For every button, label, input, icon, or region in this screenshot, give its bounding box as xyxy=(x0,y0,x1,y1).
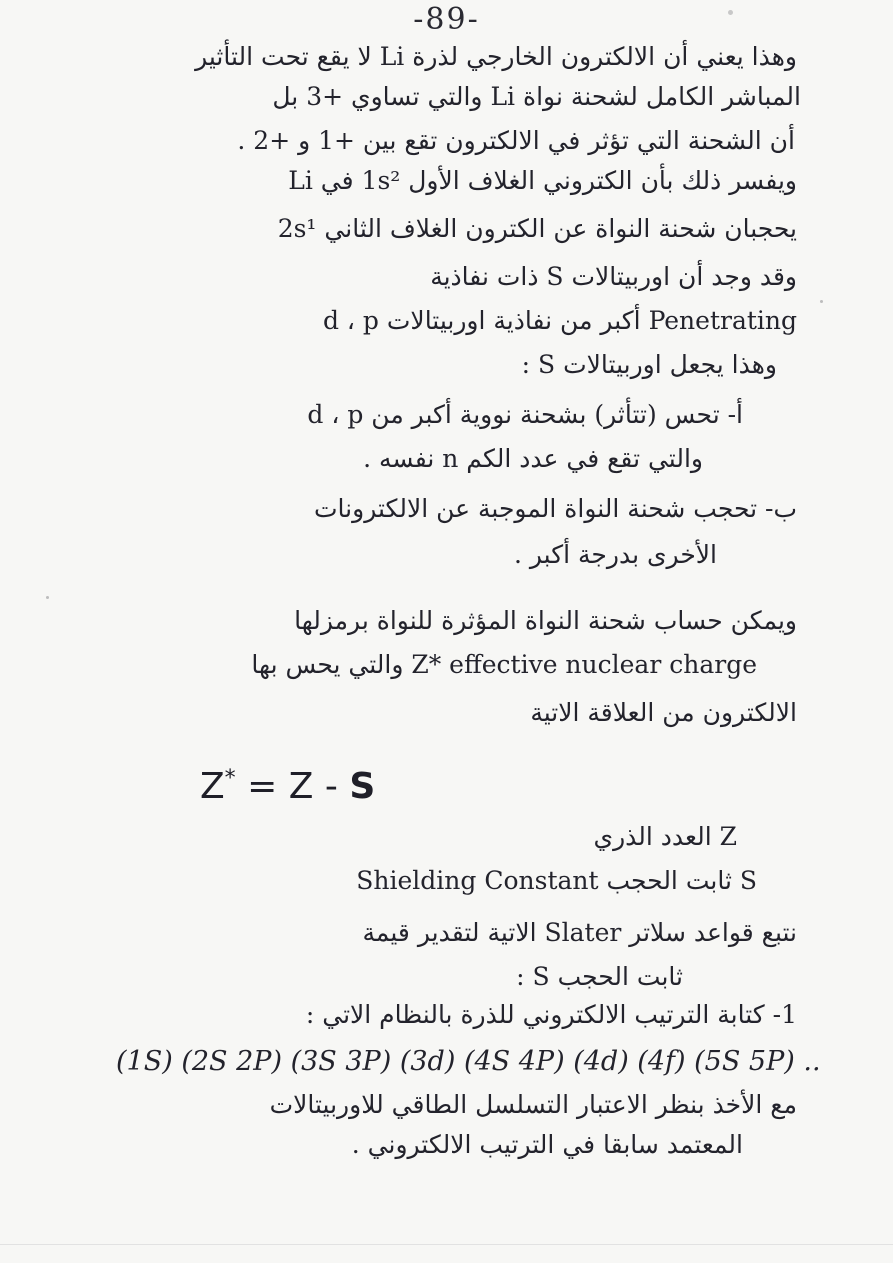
text-line-1: وهذا يعني أن الالكترون الخارجي لذرة Li لا يقع تحت التأثير xyxy=(195,42,797,71)
text-line-4: ويفسر ذلك بأن الكتروني الغلاف الأول 1s² في Li xyxy=(288,166,797,195)
text-line-15: مع الأخذ بنظر الاعتبار التسلسل الطاقي للاوربيتالات xyxy=(269,1090,797,1119)
effective-charge-formula: Z* = Z - S xyxy=(200,766,376,807)
text-line-16: المعتمد سابقا في الترتيب الالكتروني . xyxy=(351,1130,743,1159)
formula-z-star: Z xyxy=(200,766,225,807)
scan-edge-line xyxy=(0,1244,893,1245)
text-line-8: وهذا يجعل اوربيتالات S : xyxy=(521,350,777,379)
text-line-7: Penetrating أكبر من نفاذية اوربيتالات d ، p xyxy=(322,306,797,335)
text-line-5: يحجبان شحنة النواة عن الكترون الغلاف الثاني 2s¹ xyxy=(277,214,797,243)
text-line-13: ثابت الحجب S : xyxy=(516,962,683,991)
scan-dot xyxy=(46,596,49,599)
text-line-3: أن الشحنة التي تؤثر في الالكترون تقع بين +1 و +2 . xyxy=(237,126,795,155)
scan-speck xyxy=(728,10,733,15)
text-line-11: الالكترون من العلاقة الاتية xyxy=(530,698,797,727)
list-item-a-cont: والتي تقع في عدد الكم n نفسه . xyxy=(363,444,703,473)
page-number: -89- xyxy=(413,2,480,37)
definition-z: Z العدد الذري xyxy=(593,822,737,851)
definition-s: S ثابت الحجب Shielding Constant xyxy=(356,866,757,895)
formula-s: S xyxy=(349,766,376,807)
electron-configuration: (1S) (2S 2P) (3S 3P) (3d) (4S 4P) (4d) (4f) (5S 5P) .. xyxy=(116,1046,821,1077)
text-line-10: Z* effective nuclear charge والتي يحس بها xyxy=(251,650,757,679)
text-line-2: المباشر الكامل لشحنة نواة Li والتي تساوي +3 بل xyxy=(272,82,801,111)
text-line-9: ويمكن حساب شحنة النواة المؤثرة للنواة برمزلها xyxy=(294,606,797,635)
formula-star: * xyxy=(224,766,236,791)
formula-z: Z xyxy=(288,766,314,807)
list-item-a: أ- تحس (تتأثر) بشحنة نووية أكبر من d ، p xyxy=(307,400,743,429)
text-line-6: وقد وجد أن اوربيتالات S ذات نفاذية xyxy=(430,262,797,291)
text-line-12: نتبع قواعد سلاتر Slater الاتية لتقدير قيمة xyxy=(362,918,797,947)
text-line-14: 1- كتابة الترتيب الالكتروني للذرة بالنظام الاتي : xyxy=(305,1000,797,1029)
formula-minus: - xyxy=(324,766,338,807)
list-item-b-cont: الأخرى بدرجة أكبر . xyxy=(513,540,717,569)
list-item-b: ب- تحجب شحنة النواة الموجبة عن الالكترونات xyxy=(314,494,797,523)
scan-dot xyxy=(820,300,823,303)
